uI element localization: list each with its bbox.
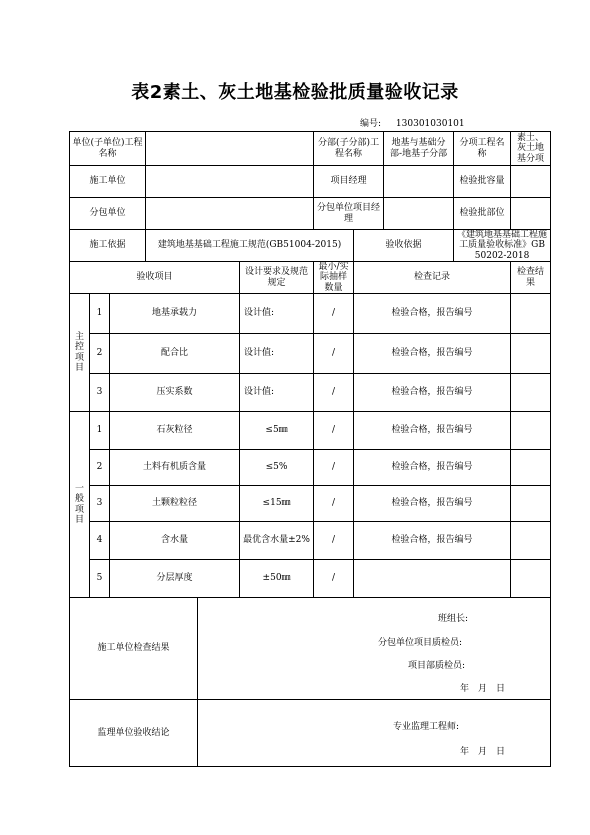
contractor-check-label: 施工单位检查结果 xyxy=(70,598,198,700)
item-name: 配合比 xyxy=(110,334,240,374)
inspection-form-table xyxy=(69,131,551,767)
col-design: 设计要求及规范规定 xyxy=(240,262,314,294)
item-sample[interactable]: / xyxy=(314,486,354,522)
header-row-contractor xyxy=(70,166,551,198)
item-record[interactable]: 检验合格，报告编号 xyxy=(354,486,511,522)
acceptance-basis-value[interactable]: 《建筑地基基础工程施工质量验收标准》GB 50202-2018 xyxy=(454,230,551,262)
item-no: 1 xyxy=(90,294,110,334)
batch-capacity-label: 检验批容量 xyxy=(454,166,511,198)
item-result[interactable] xyxy=(511,560,551,598)
col-record: 检查记录 xyxy=(354,262,511,294)
item-sample[interactable]: / xyxy=(314,522,354,560)
supervisor-conclusion-label: 监理单位验收结论 xyxy=(70,700,198,767)
main-item-row xyxy=(70,334,551,374)
header-row-basis xyxy=(70,230,551,262)
header-row-unit xyxy=(70,132,551,166)
item-result[interactable] xyxy=(511,294,551,334)
general-item-row xyxy=(70,486,551,522)
general-group-label: 一般项目 xyxy=(70,412,90,598)
subitem-label: 分项工程名称 xyxy=(454,132,511,166)
document-number-label: 编号: xyxy=(360,119,382,129)
item-requirement[interactable]: ≤15㎜ xyxy=(240,486,314,522)
item-no: 3 xyxy=(90,374,110,412)
item-no: 2 xyxy=(90,334,110,374)
item-record[interactable]: 检验合格，报告编号 xyxy=(354,522,511,560)
supervisor-date: 年 月 日 xyxy=(460,747,506,758)
item-requirement[interactable]: 设计值: xyxy=(240,334,314,374)
item-sample[interactable]: / xyxy=(314,374,354,412)
item-sample[interactable]: / xyxy=(314,412,354,450)
team-leader-label: 班组长: xyxy=(438,614,469,625)
pm-value[interactable] xyxy=(384,166,454,198)
document-number-value: 130301030101 xyxy=(395,119,465,129)
item-name: 地基承载力 xyxy=(110,294,240,334)
item-name: 分层厚度 xyxy=(110,560,240,598)
item-record[interactable]: 检验合格，报告编号 xyxy=(354,294,511,334)
col-result: 检查结果 xyxy=(511,262,551,294)
unit-value[interactable] xyxy=(146,132,314,166)
item-name: 土颗粒粒径 xyxy=(110,486,240,522)
item-result[interactable] xyxy=(511,486,551,522)
item-requirement[interactable]: 设计值: xyxy=(240,294,314,334)
main-group-label: 主控项目 xyxy=(70,294,90,412)
contractor-value[interactable] xyxy=(146,166,314,198)
header-row-subcontractor xyxy=(70,198,551,230)
subitem-value[interactable]: 素土、灰土地基分项 xyxy=(511,132,551,166)
supervisor-conclusion-row xyxy=(70,700,551,767)
contractor-check-row xyxy=(70,598,551,700)
general-item-row xyxy=(70,450,551,486)
general-item-row xyxy=(70,522,551,560)
basis-value[interactable]: 建筑地基基础工程施工规范(GB51004-2015) xyxy=(146,230,354,262)
subcontractor-label: 分包单位 xyxy=(70,198,146,230)
main-item-row xyxy=(70,374,551,412)
main-item-row xyxy=(70,294,551,334)
page-title: 表2素土、灰土地基检验批质量验收记录 xyxy=(131,82,459,103)
item-record[interactable]: 检验合格，报告编号 xyxy=(354,374,511,412)
pm-label: 项目经理 xyxy=(314,166,384,198)
item-no: 5 xyxy=(90,560,110,598)
batch-location-value[interactable] xyxy=(511,198,551,230)
supervising-engineer-label: 专业监理工程师: xyxy=(393,722,460,733)
batch-location-label: 检验批部位 xyxy=(454,198,511,230)
item-name: 含水量 xyxy=(110,522,240,560)
item-name: 石灰粒径 xyxy=(110,412,240,450)
sub-pm-value[interactable] xyxy=(384,198,454,230)
contractor-label: 施工单位 xyxy=(70,166,146,198)
subcontractor-value[interactable] xyxy=(146,198,314,230)
division-value[interactable]: 地基与基础分部-地基子分部 xyxy=(384,132,454,166)
item-no: 2 xyxy=(90,450,110,486)
contractor-date: 年 月 日 xyxy=(460,684,506,695)
dept-quality-inspector-label: 项目部质检员: xyxy=(408,661,466,672)
basis-label: 施工依据 xyxy=(70,230,146,262)
item-record[interactable]: 检验合格，报告编号 xyxy=(354,334,511,374)
item-name: 压实系数 xyxy=(110,374,240,412)
item-result[interactable] xyxy=(511,450,551,486)
item-result[interactable] xyxy=(511,334,551,374)
item-sample[interactable]: / xyxy=(314,334,354,374)
unit-label: 单位(子单位)工程名称 xyxy=(70,132,146,166)
item-requirement[interactable]: 设计值: xyxy=(240,374,314,412)
item-requirement[interactable]: ≤5% xyxy=(240,450,314,486)
item-sample[interactable]: / xyxy=(314,560,354,598)
item-result[interactable] xyxy=(511,522,551,560)
item-requirement[interactable]: ±50㎜ xyxy=(240,560,314,598)
item-record[interactable] xyxy=(354,560,511,598)
acceptance-basis-label: 验收依据 xyxy=(354,230,454,262)
general-item-row xyxy=(70,560,551,598)
item-no: 3 xyxy=(90,486,110,522)
item-no: 4 xyxy=(90,522,110,560)
item-no: 1 xyxy=(90,412,110,450)
general-item-row xyxy=(70,412,551,450)
division-label: 分部(子分部)工程名称 xyxy=(314,132,384,166)
contractor-check-area[interactable] xyxy=(198,598,551,700)
document-number xyxy=(360,116,465,129)
column-header-row xyxy=(70,262,551,294)
item-sample[interactable]: / xyxy=(314,450,354,486)
sub-pm-label: 分包单位项目经理 xyxy=(314,198,384,230)
col-sample: 最小/实际抽样数量 xyxy=(314,262,354,294)
item-sample[interactable]: / xyxy=(314,294,354,334)
sub-quality-inspector-label: 分包单位项目质检员: xyxy=(378,638,463,649)
item-requirement[interactable]: 最优含水量±2% xyxy=(240,522,314,560)
item-requirement[interactable]: ≤5㎜ xyxy=(240,412,314,450)
item-name: 土料有机质含量 xyxy=(110,450,240,486)
item-result[interactable] xyxy=(511,412,551,450)
col-item: 验收项目 xyxy=(70,262,240,294)
item-record[interactable]: 检验合格，报告编号 xyxy=(354,412,511,450)
batch-capacity-value[interactable] xyxy=(511,166,551,198)
supervisor-conclusion-area[interactable] xyxy=(198,700,551,767)
item-record[interactable]: 检验合格，报告编号 xyxy=(354,450,511,486)
item-result[interactable] xyxy=(511,374,551,412)
